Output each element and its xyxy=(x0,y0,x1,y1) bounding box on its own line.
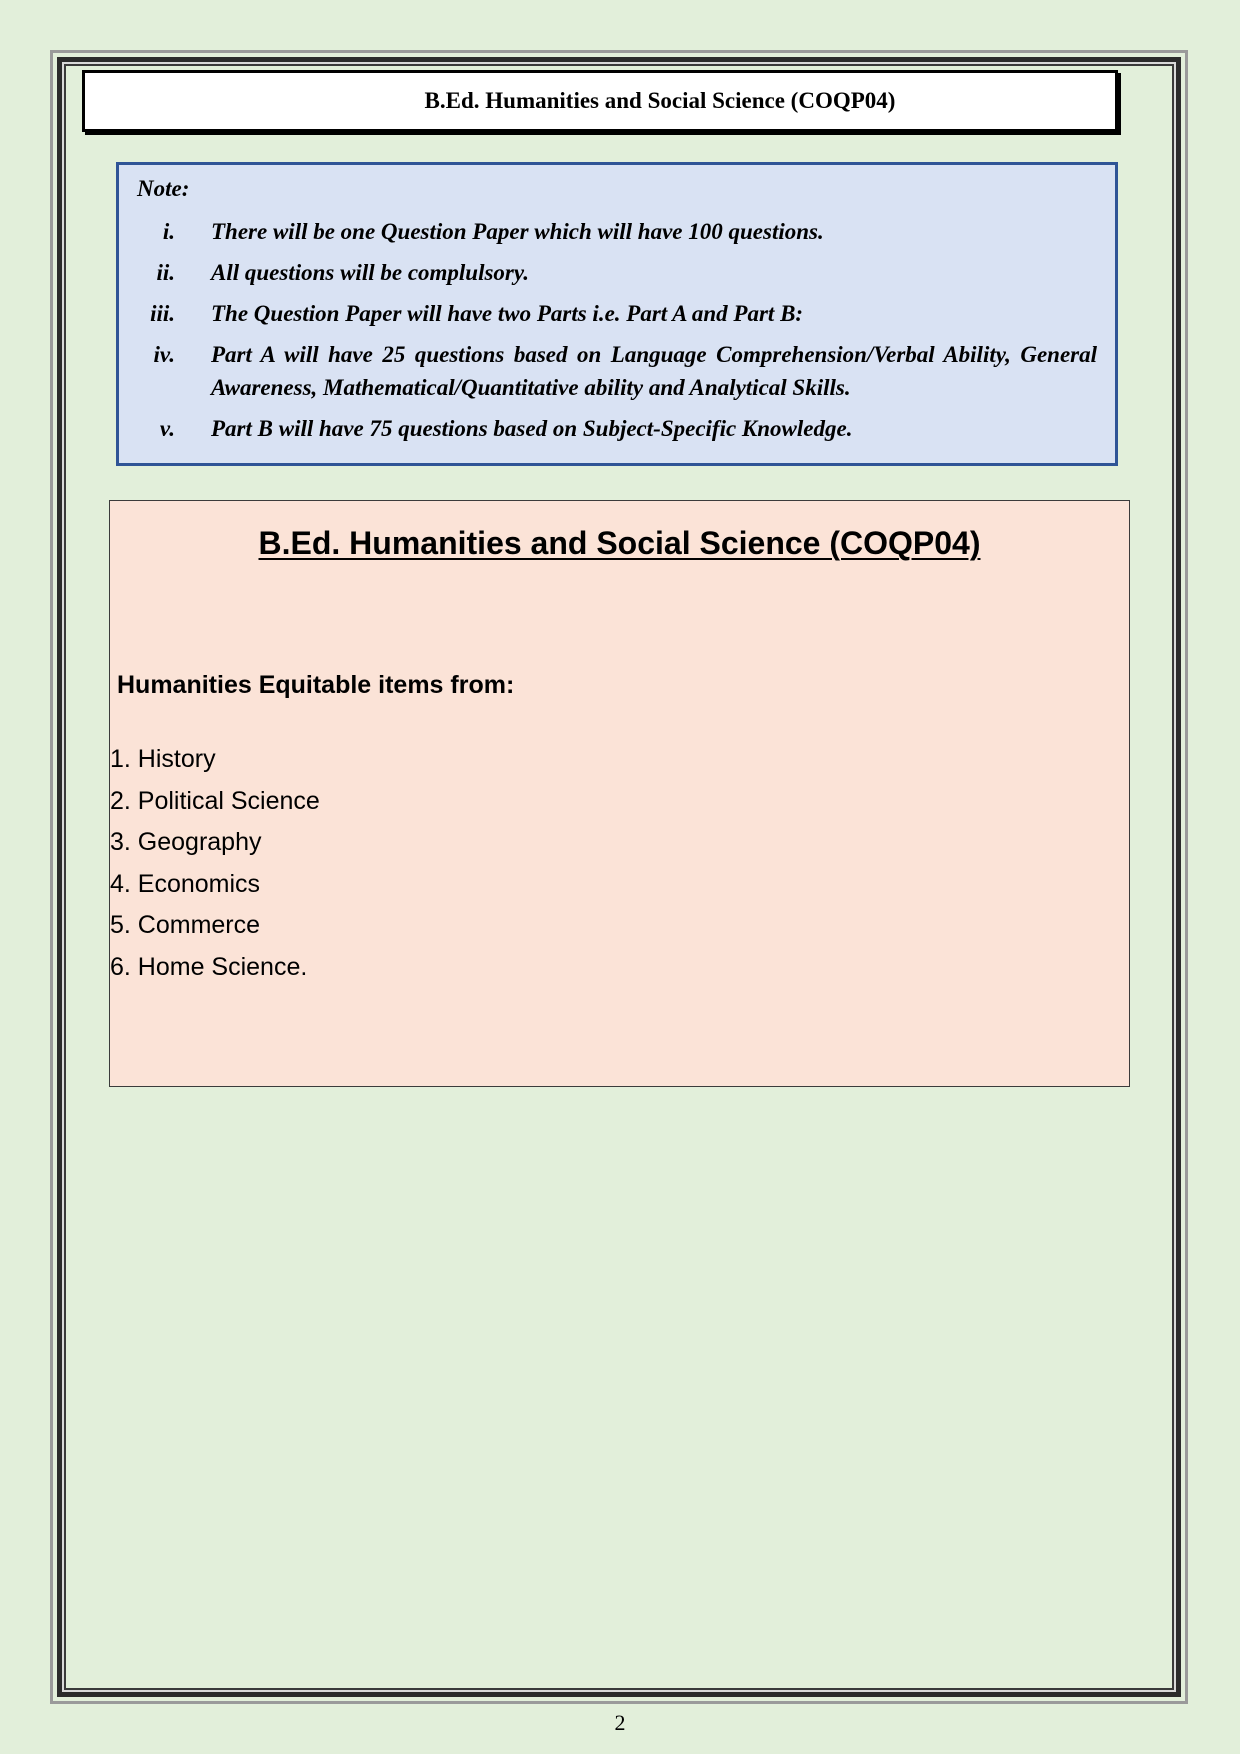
note-number: iv. xyxy=(153,342,175,367)
subject-item-commerce: 5. Commerce xyxy=(110,911,261,939)
note-box xyxy=(116,162,1118,466)
note-item xyxy=(137,256,1097,289)
note-item xyxy=(137,297,1097,330)
note-number: i. xyxy=(162,219,175,244)
subject-list xyxy=(110,739,320,988)
subject-item-history: 1. History xyxy=(110,745,216,773)
note-number: ii. xyxy=(156,260,175,285)
note-text: Part A will have 25 questions based on Language Comprehension/Verbal Ability, General Awareness, Mathematical/Quantitative ability and Analytical Skills. xyxy=(211,342,1097,400)
header-box xyxy=(82,70,1118,132)
subject-item-economics: 4. Economics xyxy=(110,869,261,898)
subject-item-political-science: 2. Political Science xyxy=(110,786,320,815)
note-item xyxy=(137,338,1097,404)
header-title: B.Ed. Humanities and Social Science (COQP04) xyxy=(424,88,896,113)
note-number: v. xyxy=(159,416,175,441)
content-box xyxy=(109,500,1130,1087)
note-text: There will be one Question Paper which will have 100 questions. xyxy=(211,219,824,244)
content-title: B.Ed. Humanities and Social Science (COQP04) xyxy=(258,525,981,561)
subject-item-geography: 3. Geography xyxy=(110,828,262,856)
note-item xyxy=(137,412,1097,445)
note-text: All questions will be complulsory. xyxy=(211,260,529,285)
note-list xyxy=(137,215,1097,445)
note-text: Part B will have 75 questions based on Subject-Specific Knowledge. xyxy=(211,416,853,441)
note-number: iii. xyxy=(150,301,175,326)
note-label: Note: xyxy=(137,176,190,201)
note-item xyxy=(137,215,1097,248)
subject-item-home-science: 6. Home Science. xyxy=(110,952,308,981)
note-text: The Question Paper will have two Parts i.e. Part A and Part B: xyxy=(211,301,804,326)
content-subtitle: Humanities Equitable items from: xyxy=(117,671,515,699)
page-number: 2 xyxy=(614,1710,626,1735)
